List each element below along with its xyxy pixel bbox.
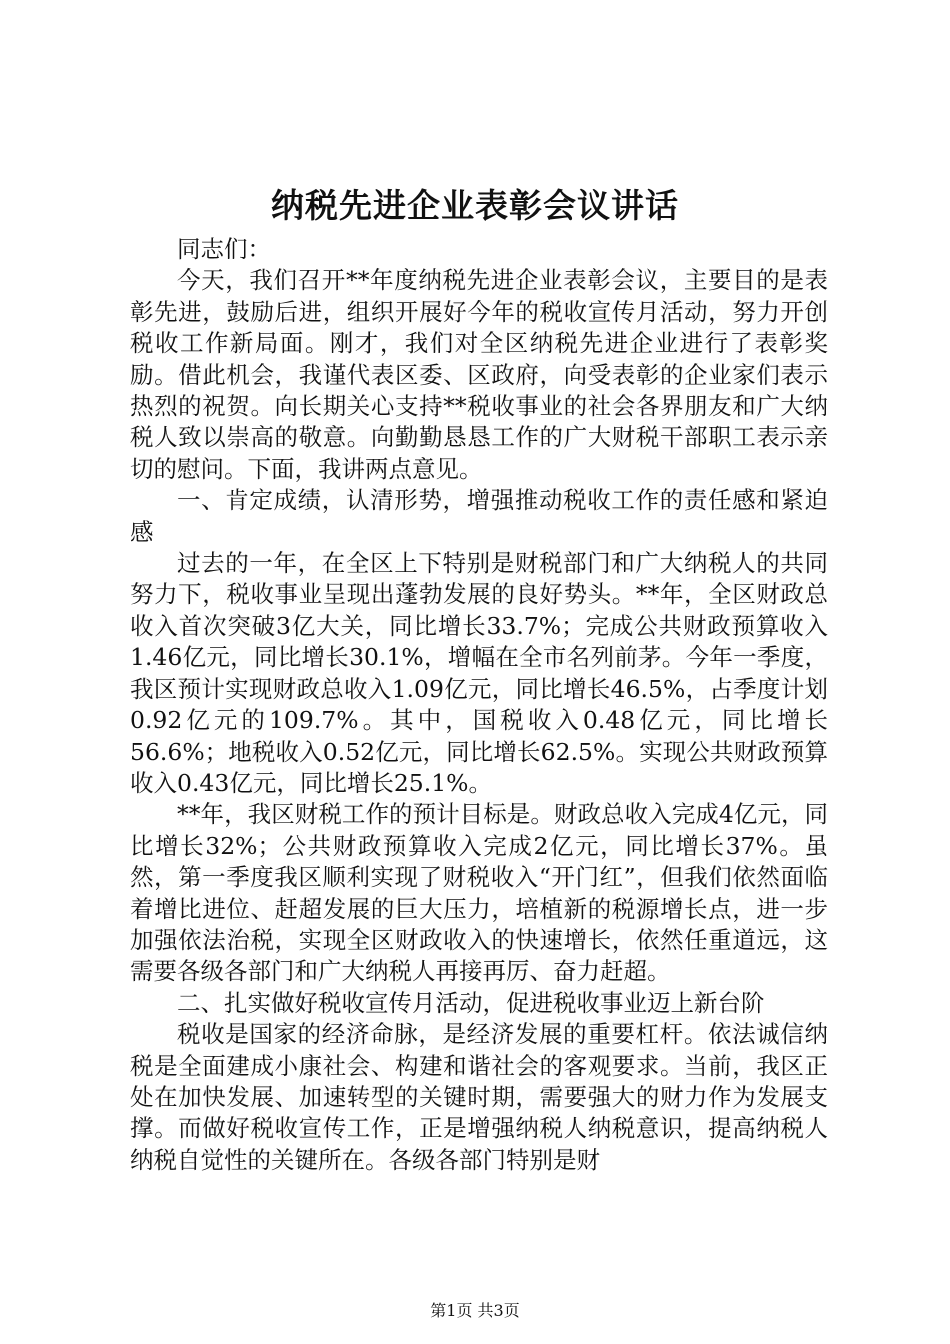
body-paragraph: 今天，我们召开**年度纳税先进企业表彰会议，主要目的是表彰先进，鼓励后进，组织开展好今年的税收宣传月活动，努力开创税收工作新局面。刚才，我们对全区纳税先进企业进行了表彰奖励。借此机会，我谨代表区委、区政府，向受表彰的企业家们表示热烈的祝贺。向长期关心支持**税收事业的社会各界朋友和广大纳税人致以崇高的敬意。向勤勤恳恳工作的广大财税干部职工表示亲切的慰问。下面，我讲两点意见。 xyxy=(130,266,828,483)
document-body xyxy=(130,234,828,1176)
section-heading: 二、扎实做好税收宣传月活动，促进税收事业迈上新台阶 xyxy=(177,988,765,1017)
body-paragraph: 过去的一年，在全区上下特别是财税部门和广大纳税人的共同努力下，税收事业呈现出蓬勃发展的良好势头。**年，全区财政总收入首次突破3亿大关，同比增长33.7%；完成公共财政预算收入1.46亿元，同比增长30.1%，增幅在全市名列前茅。今年一季度，我区预计实现财政总收入1.09亿元，同比增长46.5%，占季度计划0.92亿元的109.7%。其中，国税收入0.48亿元，同比增长56.6%；地税收入0.52亿元，同比增长62.5%。实现公共财政预算收入0.43亿元，同比增长25.1%。 xyxy=(130,549,828,797)
page-footer: 第1页 共3页 xyxy=(430,1301,520,1320)
body-paragraph: **年，我区财税工作的预计目标是。财政总收入完成4亿元，同比增长32%；公共财政预算收入完成2亿元，同比增长37%。虽然，第一季度我区顺利实现了财税收入“开门红”，但我们依然面临着增比进位、赶超发展的巨大压力，培植新的税源增长点，进一步加强依法治税，实现全区财政收入的快速增长，依然任重道远，这需要各级各部门和广大纳税人再接再厉、奋力赶超。 xyxy=(130,800,828,986)
section-heading: 一、肯定成绩，认清形势，增强推动税收工作的责任感和紧迫感 xyxy=(130,486,828,546)
body-paragraph: 税收是国家的经济命脉，是经济发展的重要杠杆。依法诚信纳税是全面建成小康社会、构建和谐社会的客观要求。当前，我区正处在加快发展、加速转型的关键时期，需要强大的财力作为发展支撑。而做好税收宣传工作，正是增强纳税人纳税意识，提高纳税人纳税自觉性的关键所在。各级各部门特别是财 xyxy=(130,1020,828,1174)
document-title: 纳税先进企业表彰会议讲话 xyxy=(271,186,679,225)
salutation-paragraph: 同志们： xyxy=(177,235,271,263)
